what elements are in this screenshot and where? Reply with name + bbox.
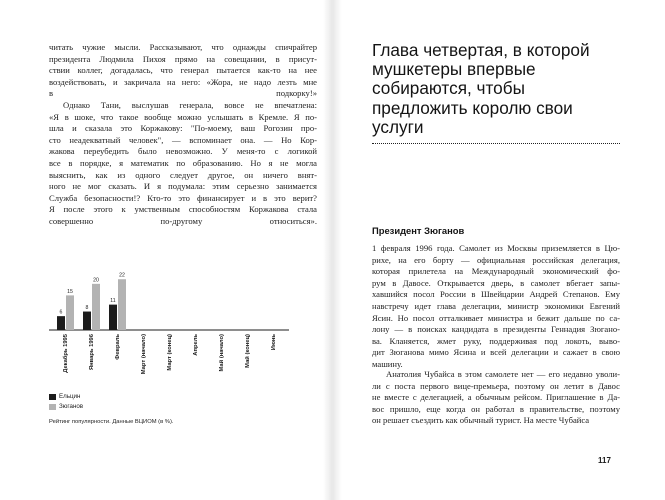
x-tick-label: Май (начало) [219, 334, 225, 372]
title-dotted-rule [372, 143, 620, 144]
text-line: Однако Тани, выслушав генерала, вовсе не впечатлена: [63, 99, 317, 110]
text-line: машину. [372, 358, 403, 369]
chapter-title [372, 41, 642, 137]
text-line: «Я в шоке, что такое вообще можно услышать в Кремле. Я по- [49, 111, 317, 122]
x-tick-label: Май (конец) [245, 334, 251, 368]
chapter-title-line: собираются, чтобы [372, 78, 525, 99]
text-line: читать чужие мысли. Рассказывают, что однажды спичрайтер [49, 42, 317, 52]
x-tick-label: Февраль [115, 334, 121, 360]
text-line: рум в Давосе. Открывается дверь, в самолет вбегает запы- [372, 277, 620, 288]
bar-value-label: 15 [67, 288, 73, 295]
chapter-title-line: Глава четвертая, в которой [372, 40, 590, 60]
gutter-shadow-right [334, 0, 342, 500]
bar-value-label: 11 [110, 298, 116, 305]
text-line: Анатолия Чубайса в этом самолете нет — его недавно уволи- [386, 369, 620, 379]
text-line: вос пришло, еще когда он работал в правительстве, поэтому [372, 403, 620, 414]
x-tick-label: Апрель [193, 334, 199, 356]
left-page-text [49, 42, 317, 228]
text-line: ва. Кланяется, жмет руку, поддерживая под локоть, выво- [372, 335, 620, 346]
text-line: ли с поста первого вице-премьера, поэтому он летит в Давос [372, 380, 620, 391]
bar-zyuganov-0 [66, 295, 74, 330]
x-tick-label: Март (конец) [167, 334, 173, 371]
bar-zyuganov-1 [92, 284, 100, 330]
text-line: Служба безопасности!? Кто-то это финансирует и в это верит? [49, 192, 317, 203]
text-line: ного не мог сказать. И я подумала: этим серьезно занимается [49, 181, 317, 192]
text-line: Ясин. Но посол отталкивает министра и бежит дальше по са- [372, 312, 620, 323]
text-line: он решает съездить как обычный турист. На месте Чубайса [372, 415, 590, 426]
bar-value-label: 20 [93, 277, 99, 284]
right-page-paragraph-2 [372, 369, 620, 427]
text-line: навстречу идет глава делегации, министр экономики Евгений [372, 300, 620, 311]
text-line: воздействовать, и закричала на него: «Жора, не надо лезть мне [49, 76, 317, 87]
text-line: лону — в поисках кандидата в президенты Геннадия Зюгано- [372, 324, 620, 335]
text-line: выяснить, как из одного следует другое, он ничего внят- [49, 169, 317, 180]
text-line: жакова переубедить было невозможно. У меня-то с логикой [49, 146, 317, 157]
legend-item-zyuganov [49, 402, 83, 412]
text-line: совершенно по-другому относиться». [49, 215, 317, 226]
legend-item-yeltsin [49, 392, 80, 402]
chapter-title-line: предложить королю свои [372, 97, 573, 118]
text-line: шла и сказала это Коржакову: "По-моему, ваш Рогозин про- [49, 123, 317, 134]
text-line: ствии коллег, догадалась, что генерал пытается как-то на нее [49, 65, 317, 76]
text-line: рихе, на его борту — официальная российская делегация, [372, 254, 620, 265]
text-line: хавшийся посол России в Швейцарии Андрей Степанов. Ему [372, 289, 620, 300]
text-line: которая прилетела на Международный экономический фо- [372, 266, 620, 277]
legend-swatch-zyuganov [49, 404, 56, 410]
bar-value-label: 6 [59, 309, 63, 316]
text-line: все в порядке, я математик по образованию. Но я не могла [49, 157, 317, 168]
gutter-shadow-left [323, 0, 331, 500]
text-line: дит Зюганова мимо Ясина и всей делегации и сажает в свою [372, 347, 620, 358]
bar-yeltsin-2 [109, 305, 117, 330]
bar-yeltsin-1 [83, 312, 91, 330]
legend-label-zyuganov: Зюганов [59, 403, 84, 410]
right-page-paragraph-1 [372, 243, 620, 371]
text-line: в подкорку!» [49, 88, 317, 99]
bar-zyuganov-2 [118, 279, 126, 330]
chapter-title-line: услуги [372, 116, 424, 137]
text-line: не вместе с делегацией, а обычным рейсом. Приглашение в Да- [372, 392, 620, 403]
x-tick-label: Январь 1996 [89, 334, 95, 370]
x-tick-label: Декабрь 1995 [63, 334, 69, 373]
text-line: президента Людмила Пихоя прямо на совещании, в присут- [49, 53, 317, 64]
legend-label-yeltsin: Ельцин [59, 393, 81, 400]
popularity-chart [44, 256, 294, 396]
text-line: 1 февраля 1996 года. Самолет из Москвы приземляется в Цю- [372, 243, 620, 253]
legend-swatch-yeltsin [49, 394, 56, 400]
text-line: Я после этого к умственным способностям Коржакова стала [49, 204, 317, 215]
chart-caption: Рейтинг популярности. Данные ВЦИОМ (в %). [49, 419, 174, 425]
bar-value-label: 8 [85, 305, 89, 312]
chapter-title-line: мушкетеры впервые [372, 59, 536, 80]
bar-yeltsin-0 [57, 316, 65, 330]
x-tick-label: Июнь [271, 334, 277, 351]
section-heading: Президент Зюганов [372, 225, 465, 236]
page-number: 117 [598, 456, 611, 465]
x-tick-label: Март (начало) [141, 334, 147, 375]
bar-value-label: 22 [119, 272, 125, 279]
text-line: сто неадекватный человек", — вспоминает она. — Но Кор- [49, 134, 317, 145]
